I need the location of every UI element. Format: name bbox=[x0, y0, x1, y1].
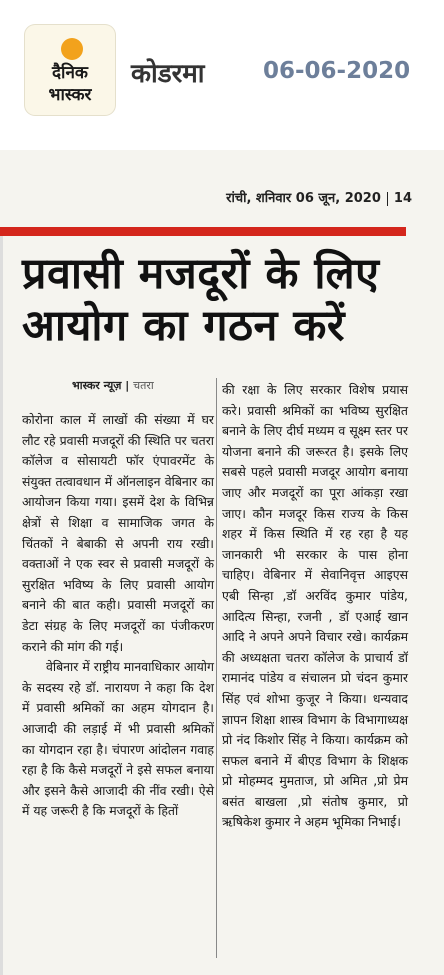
byline-place: चतरा bbox=[133, 379, 154, 392]
newspaper-clipping bbox=[0, 150, 444, 975]
logo-line-2: भास्कर bbox=[48, 85, 92, 105]
dateline-separator bbox=[387, 192, 388, 206]
column-divider bbox=[216, 378, 217, 958]
paragraph: वेबिनार में राष्ट्रीय मानवाधिकार आयोग के सदस्य रहे डॉ. नारायण ने कहा कि देश में प्रवासी श्रमिकों का अहम योगदान है। आजादी की लड़ाई में भी प्रवासी श्रमिकों का योगदान रहा है। चंपारण आंदोलन गवाह रहा है कि कैसे मजदूरों ने इसे सफल बनाया और इसने कैसे आजादी की नींव रखी। ऐसे में यह जरूरी है कि मजदूरों के हितों bbox=[22, 659, 214, 819]
paragraph: कोरोना काल में लाखों की संख्या में घर लौट रहे प्रवासी मजदूरों की स्थिति पर चतरा कॉलेज व सोसायटी फॉर एंपावरमेंट के संयुक्त तत्वावधान में ऑनलाइन वेबिनार का आयोजन किया गया। इसमें देश के विभिन्न क्षेत्रों से शिक्षा व सामाजिक जगत के चिंतकों ने बेबाकी से अपनी राय रखी। वक्ताओं ने एक स्वर से प्रवासी मजदूरों के सुरक्षित भविष्य के लिए प्रवासी आयोग बनाने की बात कही। प्रवासी मजदूरों का डेटा संग्रह के लिए मजदूरों का पंजीकरण कराने की मांग की गई। bbox=[22, 412, 214, 654]
red-rule bbox=[0, 227, 406, 236]
article-column-right bbox=[222, 380, 408, 833]
article-headline: प्रवासी मजदूरों के लिए आयोग का गठन करें bbox=[22, 249, 380, 351]
adjacent-page-edge bbox=[0, 236, 3, 975]
edition-date: 06-06-2020 bbox=[263, 58, 411, 84]
page-number: 14 bbox=[393, 191, 412, 206]
dateline-text: रांची, शनिवार 06 जून, 2020 bbox=[226, 191, 381, 206]
article-byline bbox=[72, 378, 154, 393]
byline-separator: | bbox=[125, 379, 134, 392]
byline-source: भास्कर न्यूज़ bbox=[72, 379, 122, 392]
sun-icon bbox=[61, 38, 83, 60]
logo-line-1: दैनिक bbox=[52, 63, 88, 83]
edition-city: कोडरमा bbox=[131, 59, 205, 89]
paragraph: की रक्षा के लिए सरकार विशेष प्रयास करे। प्रवासी श्रमिकों का भविष्य सुरक्षित बनाने के लिए दीर्घ मध्यम व सूक्ष्म स्तर पर योजना बनाने की जरूरत है। इसके लिए सबसे पहले प्रवासी मजदूर आयोग बनाया जाए और मजदूरों का पूरा आंकड़ा रखा जाए। कौन मजदूर किस राज्य के किस शहर में किस स्थिति में रह रहा है यह जानकारी भी सरकार के पास होना चाहिए। वेबिनार में सेवानिवृत्त आइएस एबी सिन्हा ,डॉ अरविंद कुमार पांडेय, आदित्य सिन्हा, रजनी , डॉ एआई खान आदि ने अपने अपने विचार रखे। कार्यक्रम की अध्यक्षता चतरा कॉलेज के प्राचार्य डॉ रामानंद पांडेय व संचालन प्रो चंदन कुमार सिंह एवं शोभा कुजूर ने किया। धन्यवाद ज्ञापन शिक्षा शास्त्र विभाग के विभागाध्यक्ष प्रो नंद किशोर सिंह ने किया। कार्यक्रम को सफल बनाने में बीएड विभाग के शिक्षक प्रो मोहम्मद मुमताज, प्रो अमित ,प्रो प्रेम बसंत बाखला ,प्रो संतोष कुमार, प्रो ऋषिकेश कुमार ने अहम भूमिका निभाई। bbox=[222, 382, 408, 830]
page-dateline bbox=[0, 188, 412, 206]
app-header bbox=[0, 0, 444, 150]
article-column-left bbox=[22, 410, 214, 822]
dainik-bhaskar-logo[interactable] bbox=[25, 25, 115, 115]
